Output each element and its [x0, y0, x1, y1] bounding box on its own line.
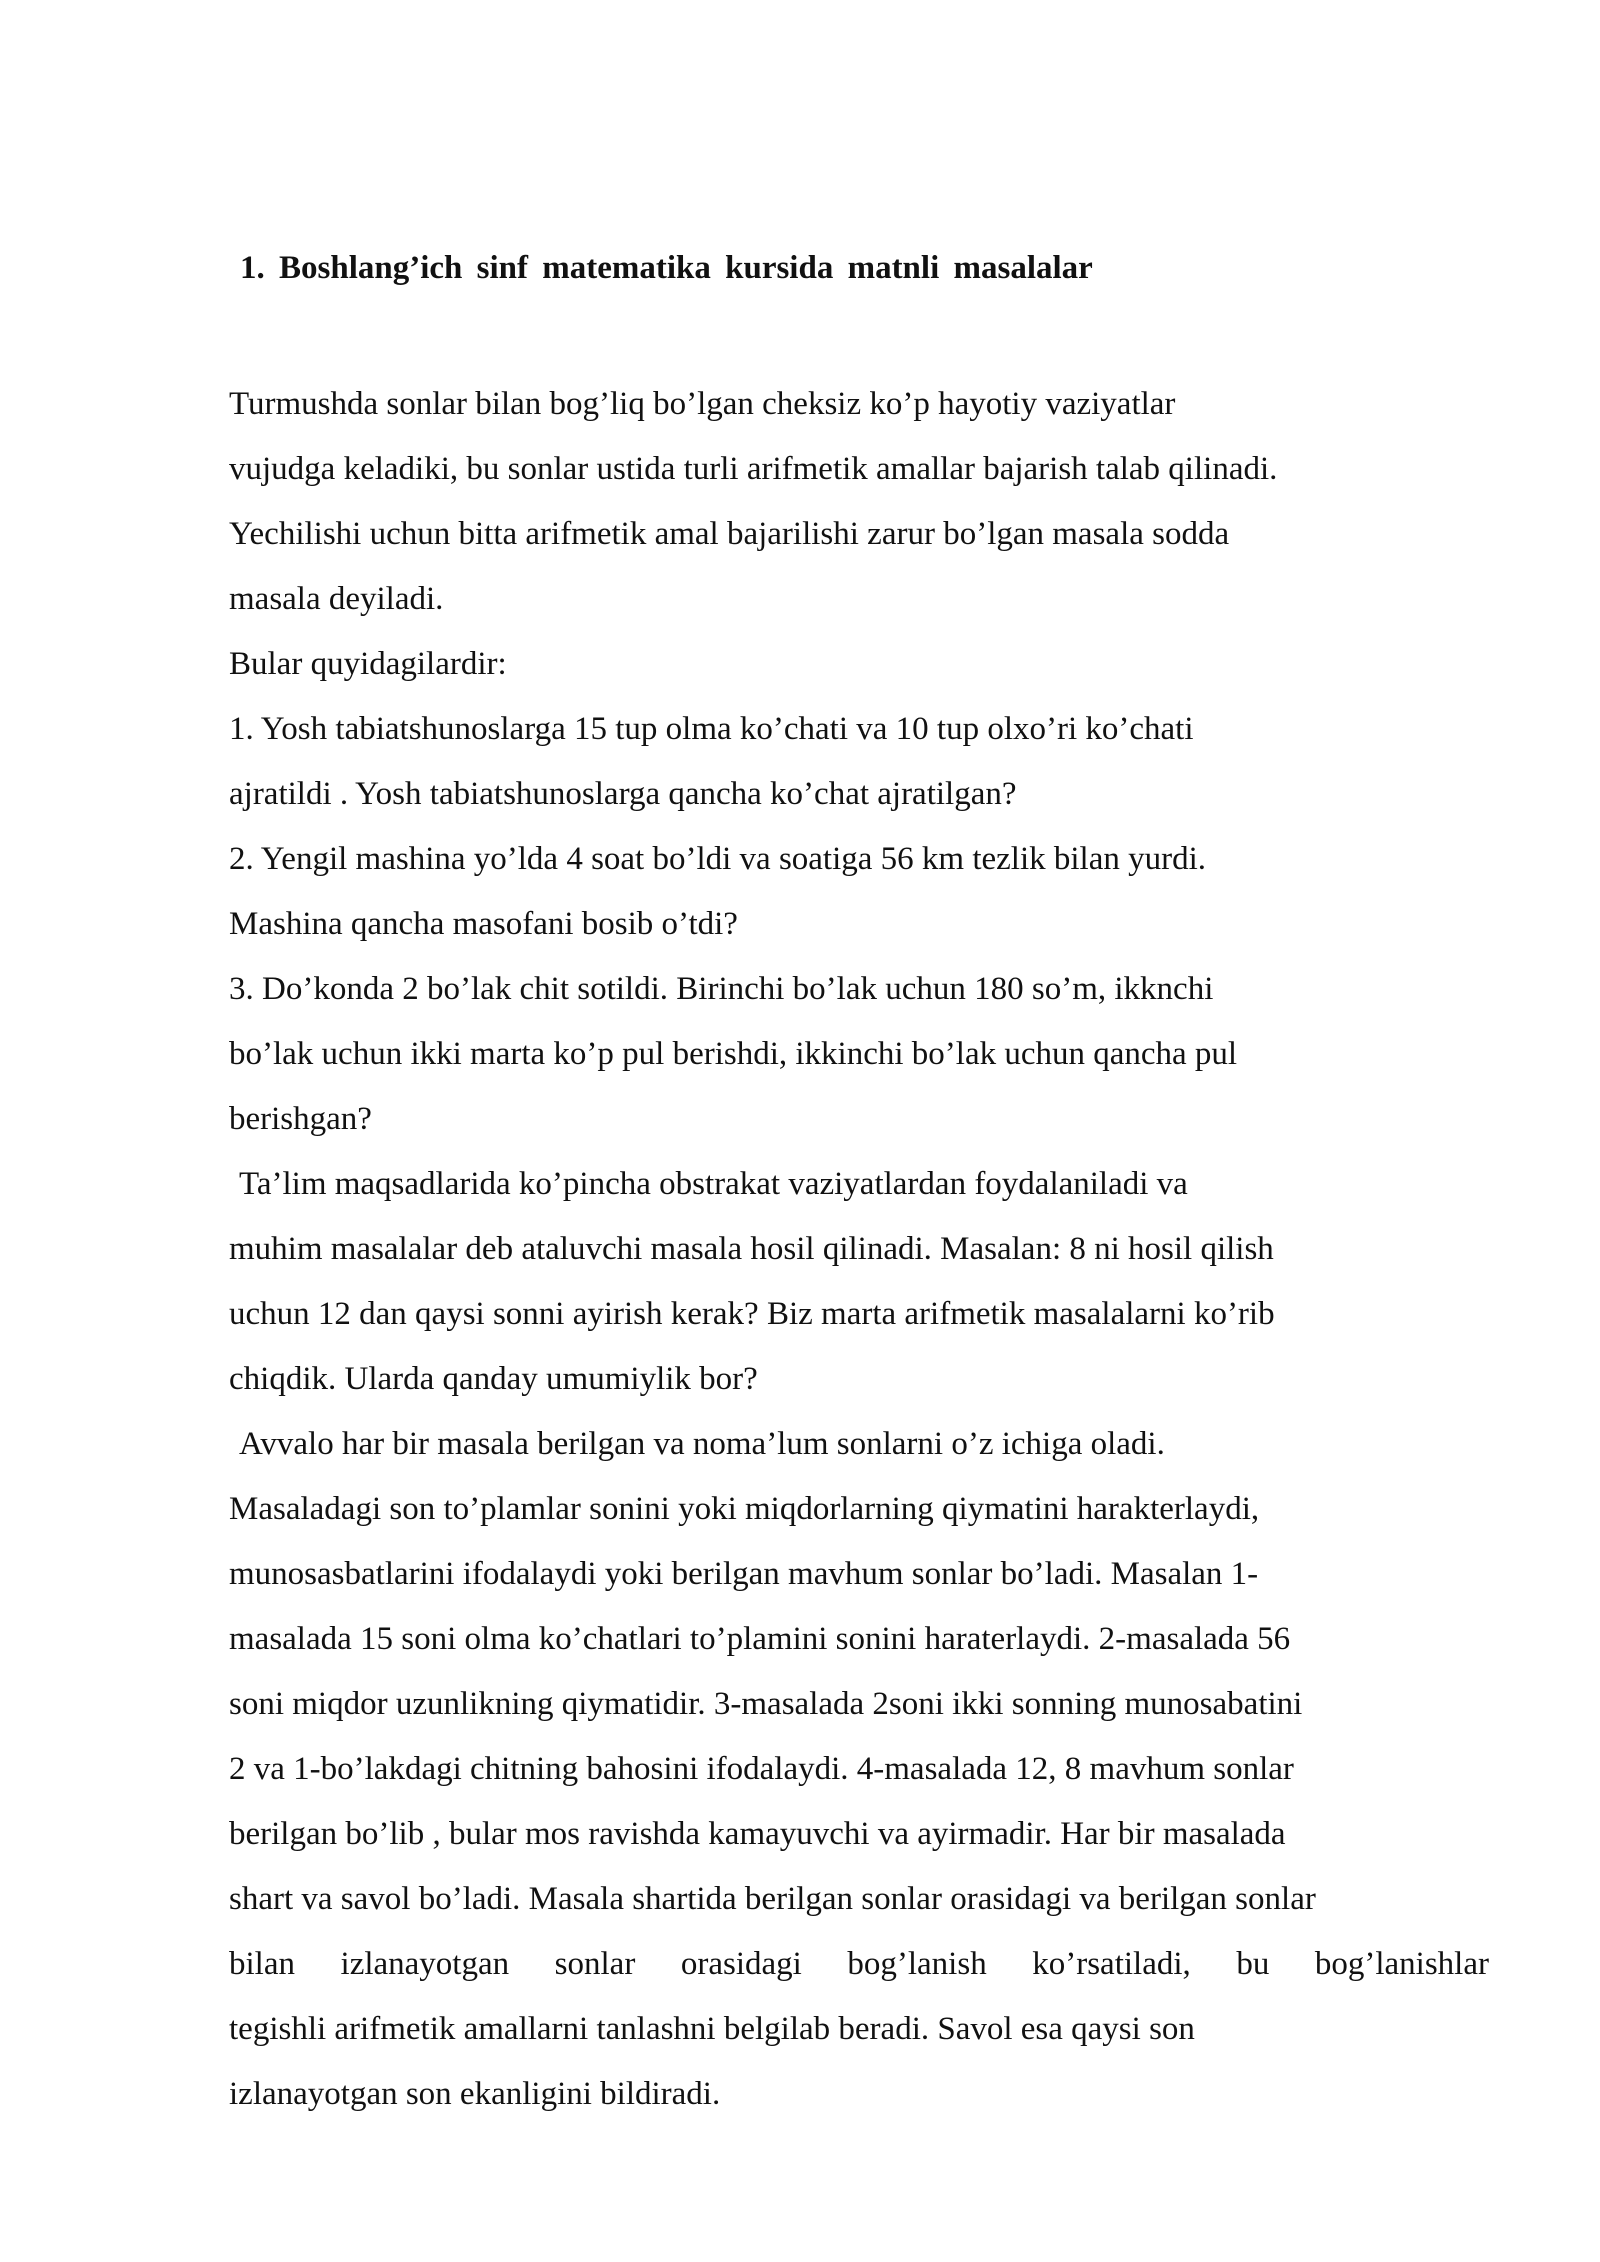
- justified-text-line: bilan izlanayotgan sonlar orasidagi bog’lanish ko’rsatiladi, bu bog’lanishlar: [229, 1946, 1489, 1982]
- paragraph-start-line: Avvalo har bir masala berilgan va noma’lum sonlarni o’z ichiga oladi.: [239, 1426, 1165, 1462]
- text-line: masala deyiladi.: [229, 581, 444, 617]
- list-item-2-line: 2. Yengil mashina yo’lda 4 soat bo’ldi va soatiga 56 km tezlik bilan yurdi.: [229, 841, 1207, 877]
- list-item-3-line: 3. Do’konda 2 bo’lak chit sotildi. Birinchi bo’lak uchun 180 so’m, ikknchi: [229, 971, 1214, 1007]
- text-line: 2 va 1-bo’lakdagi chitning bahosini ifodalaydi. 4-masalada 12, 8 mavhum sonlar: [229, 1751, 1294, 1787]
- text-line: ajratildi . Yosh tabiatshunoslarga qancha ko’chat ajratilgan?: [229, 776, 1017, 812]
- text-line: uchun 12 dan qaysi sonni ayirish kerak? Biz marta arifmetik masalalarni ko’rib: [229, 1296, 1275, 1332]
- text-line: berilgan bo’lib , bular mos ravishda kamayuvchi va ayirmadir. Har bir masalada: [229, 1816, 1286, 1852]
- list-item-1-line: 1. Yosh tabiatshunoslarga 15 tup olma ko’chati va 10 tup olxo’ri ko’chati: [229, 711, 1194, 747]
- section-heading: 1. Boshlang’ich sinf matematika kursida matnli masalalar: [240, 250, 1093, 286]
- text-line: muhim masalalar deb ataluvchi masala hosil qilinadi. Masalan: 8 ni hosil qilish: [229, 1231, 1274, 1267]
- text-line: Mashina qancha masofani bosib o’tdi?: [229, 906, 738, 942]
- paragraph-start-line: Ta’lim maqsadlarida ko’pincha obstrakat vaziyatlardan foydalaniladi va: [239, 1166, 1188, 1202]
- text-line: berishgan?: [229, 1101, 372, 1137]
- text-line: izlanayotgan son ekanligini bildiradi.: [229, 2076, 721, 2112]
- text-line: Yechilishi uchun bitta arifmetik amal bajarilishi zarur bo’lgan masala sodda: [229, 516, 1230, 552]
- text-line: Turmushda sonlar bilan bog’liq bo’lgan cheksiz ko’p hayotiy vaziyatlar: [229, 386, 1176, 422]
- text-line: masalada 15 soni olma ko’chatlari to’plamini sonini haraterlaydi. 2-masalada 56: [229, 1621, 1291, 1657]
- text-line: tegishli arifmetik amallarni tanlashni belgilab beradi. Savol esa qaysi son: [229, 2011, 1195, 2047]
- text-line: Masaladagi son to’plamlar sonini yoki miqdorlarning qiymatini harakterlaydi,: [229, 1491, 1260, 1527]
- text-line: munosasbatlarini ifodalaydi yoki berilgan mavhum sonlar bo’ladi. Masalan 1-: [229, 1556, 1259, 1592]
- text-line: bo’lak uchun ikki marta ko’p pul berishdi, ikkinchi bo’lak uchun qancha pul: [229, 1036, 1238, 1072]
- text-line: soni miqdor uzunlikning qiymatidir. 3-masalada 2soni ikki sonning munosabatini: [229, 1686, 1303, 1722]
- text-line: Bular quyidagilardir:: [229, 646, 507, 682]
- text-line: vujudga keladiki, bu sonlar ustida turli arifmetik amallar bajarish talab qilinadi.: [229, 451, 1278, 487]
- body-text: [229, 372, 1489, 2127]
- text-line: chiqdik. Ularda qanday umumiylik bor?: [229, 1361, 758, 1397]
- text-line: shart va savol bo’ladi. Masala shartida berilgan sonlar orasidagi va berilgan sonlar: [229, 1881, 1316, 1917]
